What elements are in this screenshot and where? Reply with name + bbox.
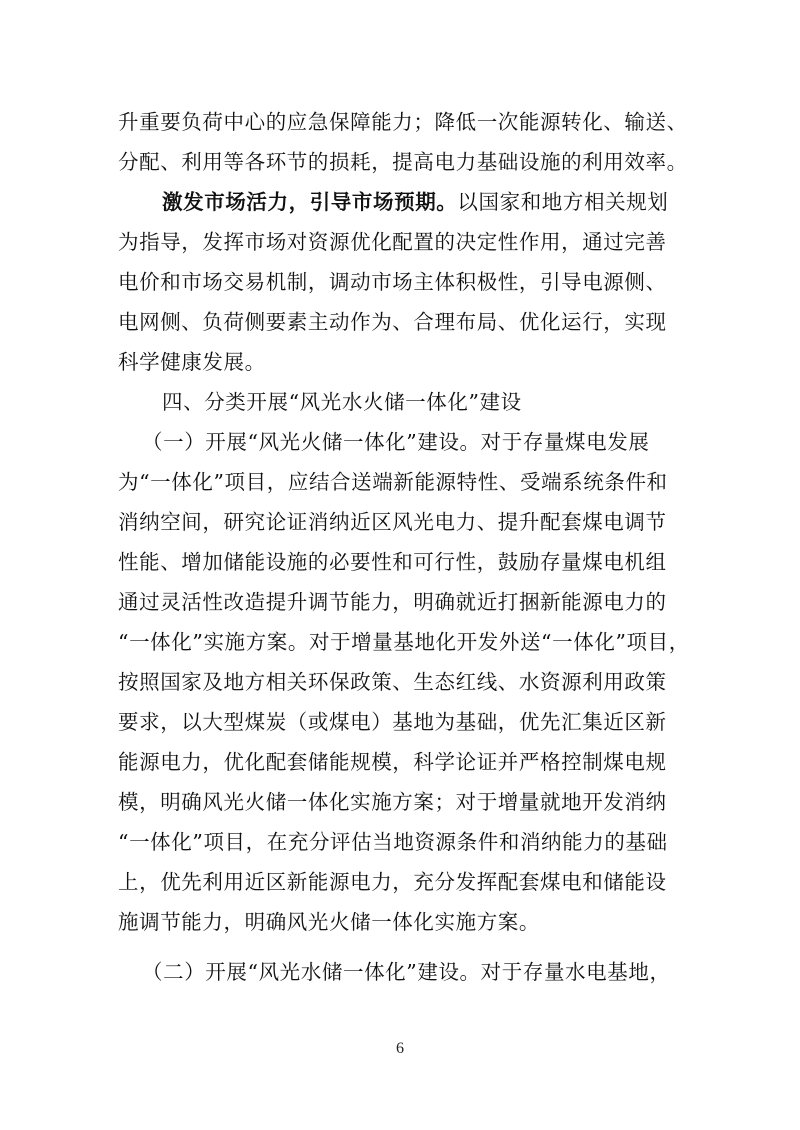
text-line: 能源电力，优化配套储能规模，科学论证并严格控制煤电规 (118, 750, 667, 774)
body-text (118, 102, 690, 992)
text-line: 为“一体化”项目，应结合送端新能源特性、受端系统条件和 (118, 470, 668, 494)
text-line: 电网侧、负荷侧要素主动作为、合理布局、优化运行，实现 (118, 310, 667, 334)
text-line: 科学健康发展。 (118, 350, 266, 374)
text-line: 通过灵活性改造提升调节能力，明确就近打捆新能源电力的 (118, 590, 667, 614)
text-line: 要求，以大型煤炭（或煤电）基地为基础，优先汇集近区新 (118, 710, 667, 734)
text-line: （一）开展“风光火储一体化”建设。对于存量煤电发展 (142, 430, 650, 454)
text-line: 上，优先利用近区新能源电力，充分发挥配套煤电和储能设 (118, 870, 667, 894)
paragraph-spacer (118, 942, 684, 952)
paragraph-line (118, 182, 684, 222)
text-line: 为指导，发挥市场对资源优化配置的决定性作用，通过完善 (118, 230, 667, 254)
section-heading: 四、分类开展“风光水火储一体化”建设 (162, 390, 522, 414)
text-line: 分配、利用等各环节的损耗，提高电力基础设施的利用效率。 (118, 150, 688, 174)
bold-lead-heading: 激发市场活力，引导市场预期。 (162, 190, 458, 214)
text-line: （二）开展“风光水储一体化”建设。对于存量水电基地， (142, 960, 671, 984)
text-line: 性能、增加储能设施的必要性和可行性，鼓励存量煤电机组 (118, 550, 667, 574)
text-line: 电价和市场交易机制，调动市场主体积极性，引导电源侧、 (118, 270, 667, 294)
text-line: “一体化”项目，在充分评估当地资源条件和消纳能力的基础 (118, 830, 668, 854)
text-line: 模，明确风光火储一体化实施方案；对于增量就地开发消纳 (118, 790, 667, 814)
text-line: 施调节能力，明确风光火储一体化实施方案。 (118, 910, 540, 934)
page-number: 6 (396, 1040, 404, 1057)
text-line: 消纳空间，研究论证消纳近区风光电力、提升配套煤电调节 (118, 510, 667, 534)
text-line: “一体化”实施方案。对于增量基地化开发外送“一体化”项目， (118, 630, 690, 654)
text-line: 按照国家及地方相关环保政策、生态红线、水资源利用政策 (118, 670, 667, 694)
text-line: 升重要负荷中心的应急保障能力；降低一次能源转化、输送、 (118, 110, 688, 134)
text-segment: 以国家和地方相关规划 (457, 190, 669, 214)
